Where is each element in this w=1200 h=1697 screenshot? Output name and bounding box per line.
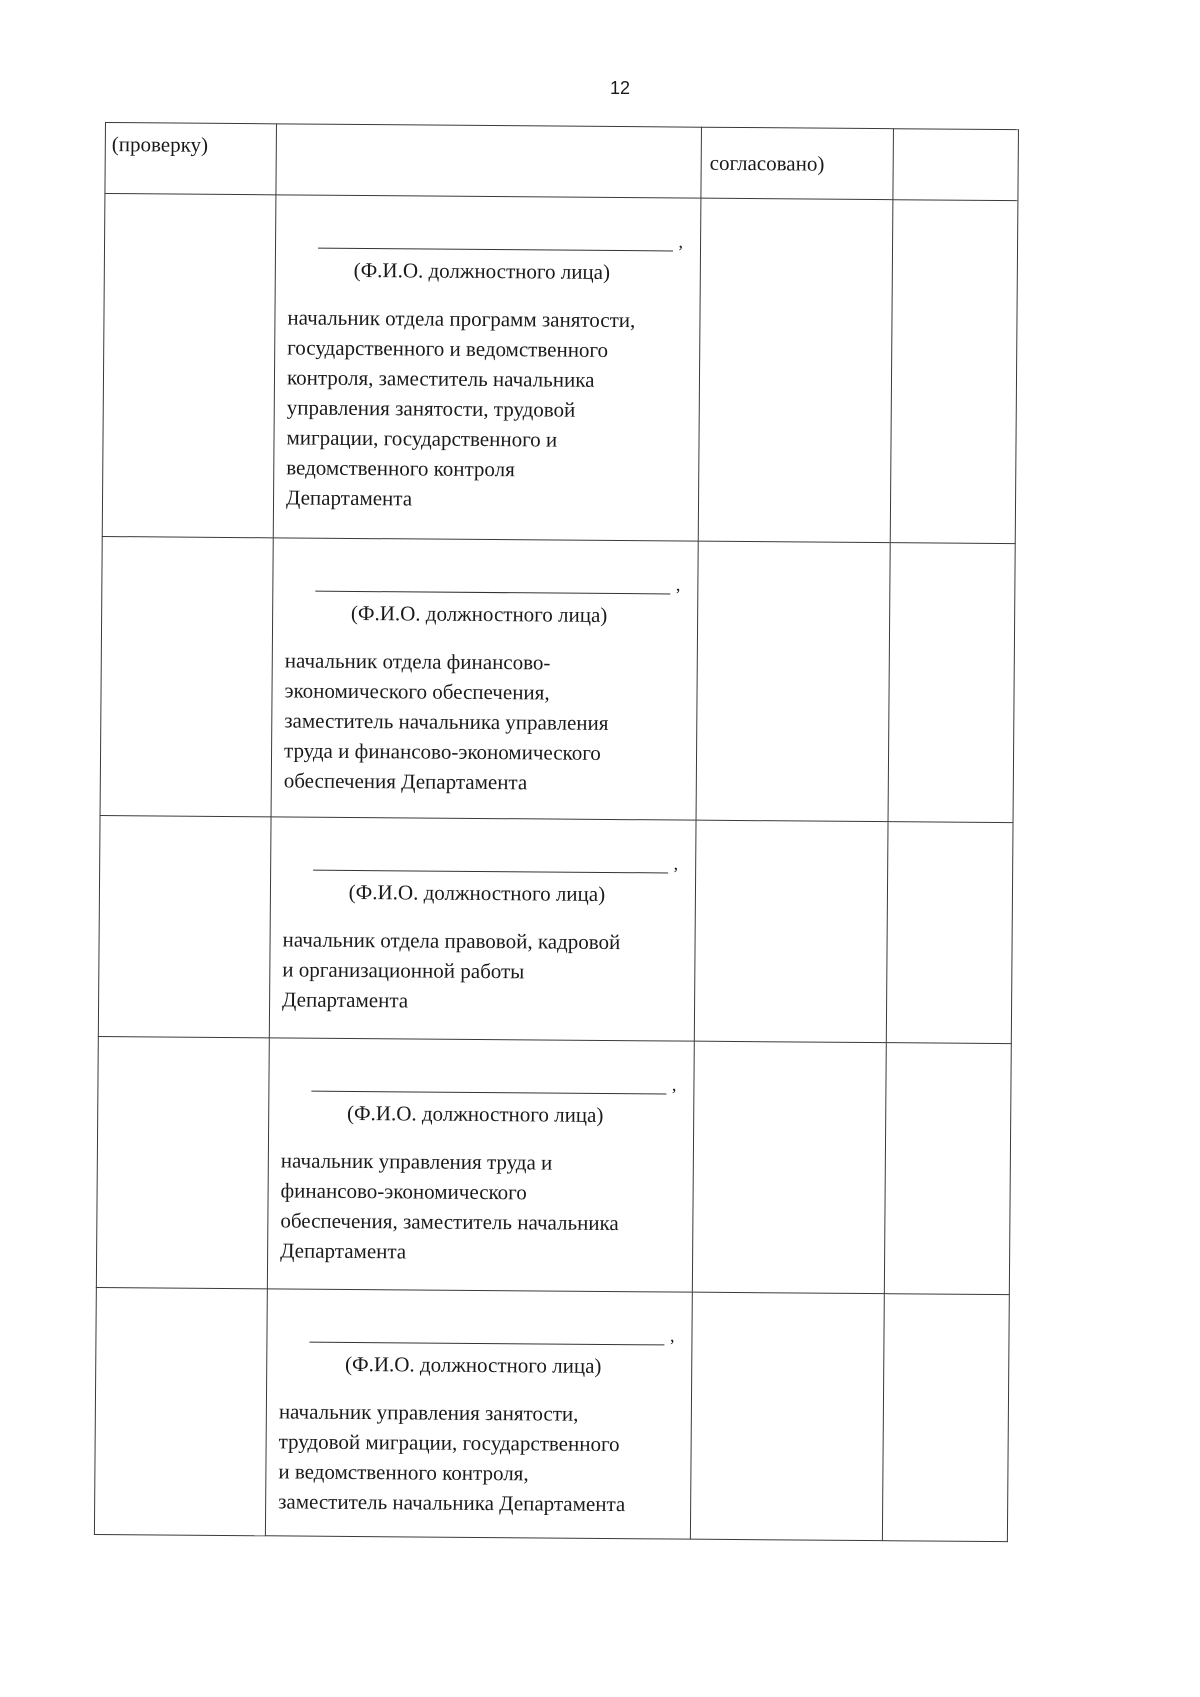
date-cell xyxy=(96,1036,269,1288)
signature-line xyxy=(309,1325,675,1346)
signature-comma: , xyxy=(673,853,679,874)
fio-label: (Ф.И.О. должностного лица) xyxy=(346,1100,604,1127)
approval-cell xyxy=(692,1041,886,1294)
header-cell-notes xyxy=(893,129,1019,201)
table-row xyxy=(98,815,1013,1043)
notes-cell xyxy=(882,1294,1009,1542)
table-row xyxy=(94,1287,1009,1541)
date-cell xyxy=(98,815,271,1037)
approval-cell xyxy=(694,820,888,1043)
position-text: начальник отдела правовой, кадровой и организационной работы Департамента xyxy=(282,927,621,1013)
signature-comma: , xyxy=(671,1074,677,1095)
official-cell xyxy=(265,1289,692,1539)
page-number: 12 xyxy=(609,78,631,98)
date-cell xyxy=(94,1287,267,1535)
position-text: начальник управления труда и финансово-экономического обеспечения, заместитель начальника Департамента xyxy=(280,1148,619,1264)
signature-line xyxy=(311,1074,677,1095)
official-cell xyxy=(267,1038,694,1292)
official-cell xyxy=(273,195,701,541)
header-cell-review: (проверку) xyxy=(105,123,277,195)
fio-label: (Ф.И.О. должностного лица) xyxy=(344,1351,602,1378)
table-row xyxy=(100,536,1015,822)
signature-comma: , xyxy=(669,1325,675,1346)
approval-cell xyxy=(698,198,893,542)
official-cell xyxy=(269,817,696,1041)
fio-label: (Ф.И.О. должностного лица) xyxy=(350,600,608,627)
header-cell-agreed: согласовано) xyxy=(701,127,894,200)
signature-line xyxy=(313,853,679,874)
table-header-row xyxy=(105,123,1019,201)
notes-cell xyxy=(884,1043,1011,1295)
position-text: начальник отдела финансово- экономического обеспечения, заместитель начальника управления труда и финансово-экономического обеспечения Департамента xyxy=(283,648,609,795)
signature-line xyxy=(318,231,684,252)
header-cell-official xyxy=(276,124,702,198)
official-cell xyxy=(271,538,698,820)
approval-cell xyxy=(690,1292,884,1541)
date-cell xyxy=(100,536,273,816)
approval-cell xyxy=(696,541,890,821)
fio-label: (Ф.И.О. должностного лица) xyxy=(353,257,611,284)
notes-cell xyxy=(890,200,1018,544)
position-text: начальник отдела программ занятости, государственного и ведомственного контроля, заместитель начальника управления занятости, трудовой миграции, государственного и ведомственного контроля Департамента xyxy=(285,305,636,511)
position-text: начальник управления занятости, трудовой миграции, государственного и ведомственного контроля, заместитель начальника Департамента xyxy=(278,1399,626,1517)
signature-line xyxy=(315,574,681,595)
notes-cell xyxy=(888,543,1015,823)
date-cell xyxy=(102,194,276,538)
signature-comma: , xyxy=(675,574,681,595)
fio-label: (Ф.И.О. должностного лица) xyxy=(348,879,606,906)
signature-comma: , xyxy=(678,231,684,252)
notes-cell xyxy=(886,822,1013,1044)
table-row xyxy=(102,194,1018,544)
table-row xyxy=(96,1036,1011,1294)
approval-table xyxy=(94,122,1019,1542)
